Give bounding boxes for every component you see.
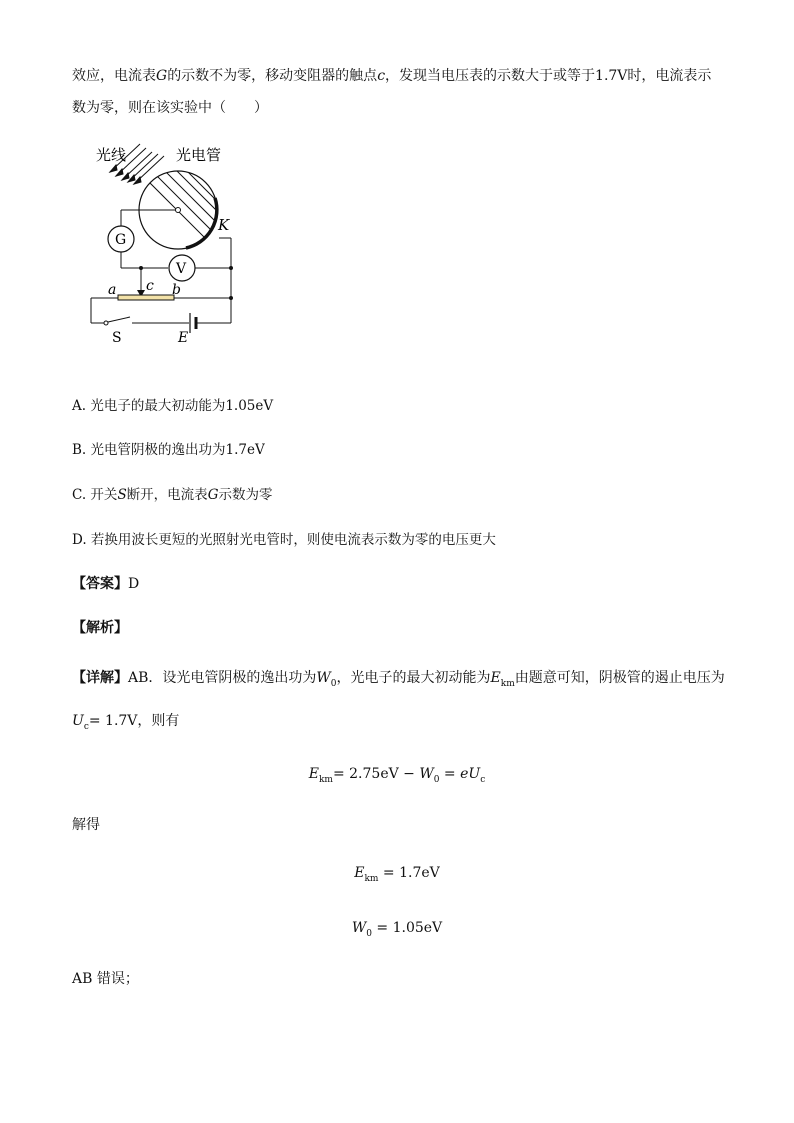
eq-text: = 1.7eV [378,865,440,881]
var-c: c [377,68,386,84]
label-v: V [176,261,187,277]
detail-text: ，光电子的最大初动能为 [336,670,491,686]
switch-s [108,317,130,322]
var-e: E [354,865,365,881]
label-k: K [218,216,230,234]
detail-tag: 【详解】 [72,670,128,686]
sub-km: km [500,679,515,689]
sub-0: 0 [330,679,337,689]
var-eu: eU [460,766,481,782]
detail-text: AB．设光电管阴极的逸出功为 [128,670,317,686]
equation-3 [0,917,794,945]
eq-text: = 2.75eV − [332,766,420,782]
analysis-tag: 【解析】 [72,620,128,636]
question-line-2: 数为零，则在该实验中（ ） [72,100,268,116]
option-d: D. 若换用波长更短的光照射光电管时，则使电流表示数为零的电压更大 [72,532,496,548]
option-c-text: C. 开关 [72,487,118,503]
rheostat [118,295,174,300]
var-w: W [419,766,434,782]
var-s: S [117,487,127,503]
equation-2 [0,862,794,890]
var-w: W [351,920,367,936]
label-tube: 光电管 [176,146,222,164]
detail-text: = 1.7V，则有 [88,713,180,729]
sub-km: km [364,874,379,884]
conclusion: AB 错误； [72,971,139,987]
sub-c: c [83,722,89,732]
circuit-diagram [86,140,256,350]
eq-text: = 1.05eV [371,920,443,936]
question-line-1 [72,66,711,86]
label-c: c [146,278,154,294]
var-g: G [207,487,219,503]
option-a: A. 光电子的最大初动能为1.05eV [72,398,274,414]
var-e: E [490,670,501,686]
analysis-line [72,618,128,638]
detail-line-1 [72,668,725,694]
q-text: ，发现当电压表的示数大于或等于1.7V时，电流表示 [385,68,712,84]
sub-c: c [480,775,486,785]
answer-value: D [128,576,140,592]
eq-text: = [439,766,461,782]
switch-contact [104,321,108,325]
detail-line-2 [72,711,179,737]
sub-0: 0 [366,929,372,939]
solve-label: 解得 [72,817,100,833]
var-w: W [316,670,331,686]
var-g: G [156,68,168,84]
label-light: 光线 [96,146,127,164]
q-text: 的示数不为零，移动变阻器的触点 [167,68,378,84]
option-c-text: 断开，电流表 [126,487,208,503]
equation-1 [0,763,794,791]
label-b: b [172,282,181,298]
option-b: B. 光电管阴极的逸出功为1.7eV [72,442,265,458]
var-e: E [308,766,319,782]
label-a: a [108,282,117,298]
q-text: 效应，电流表 [72,68,156,84]
label-s: S [112,330,122,346]
var-u: U [72,713,84,729]
answer-tag: 【答案】 [72,576,128,592]
detail-text: 由题意可知，阴极管的遏止电压为 [514,670,725,686]
option-c-text: 示数为零 [218,487,273,503]
sub-km: km [318,775,333,785]
sub-0: 0 [433,775,440,785]
answer-line [72,574,139,594]
option-c [72,485,272,505]
label-g: G [115,232,127,248]
label-e: E [178,330,189,346]
